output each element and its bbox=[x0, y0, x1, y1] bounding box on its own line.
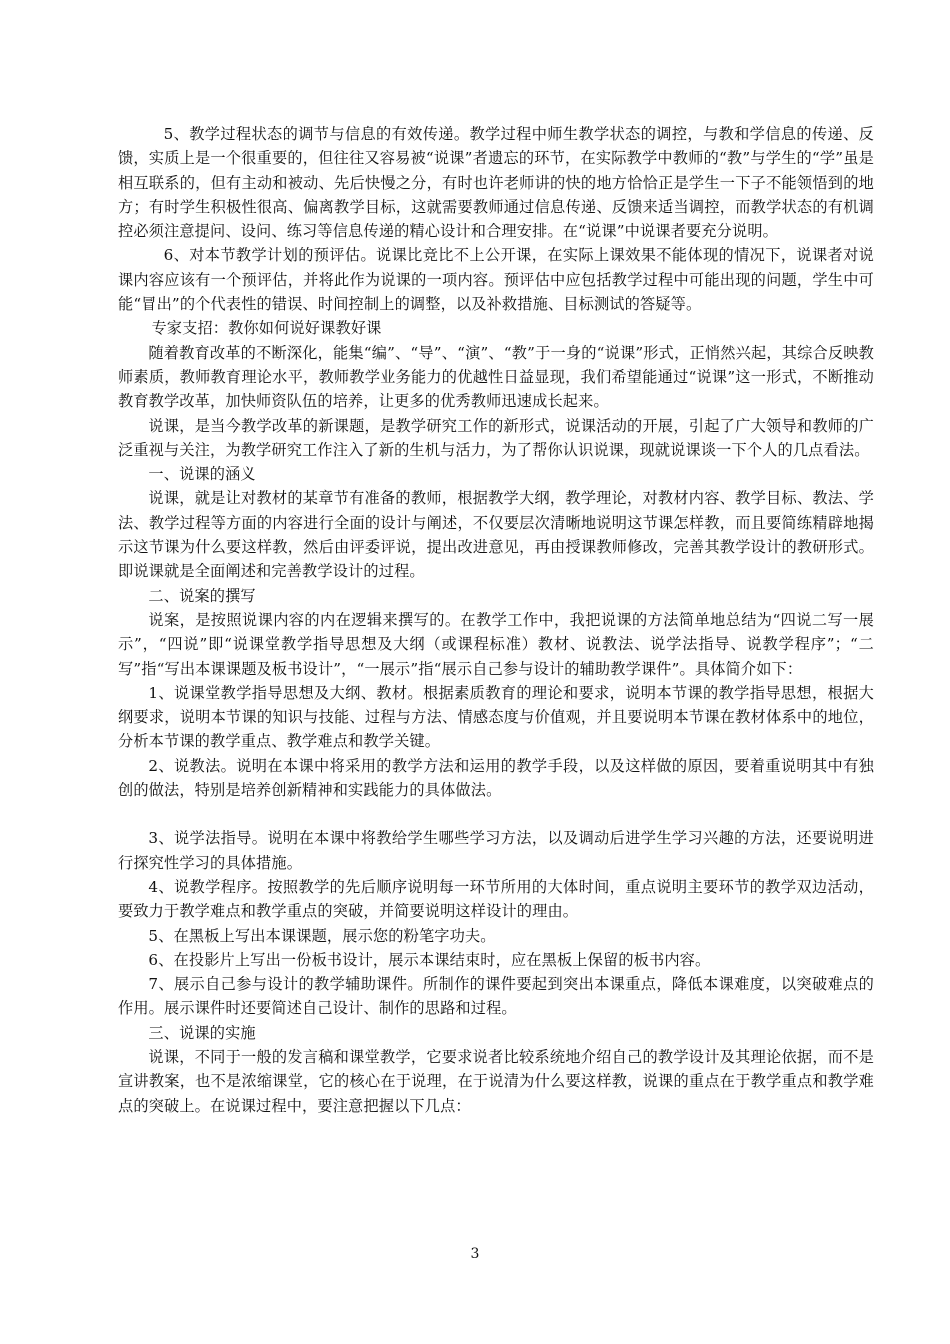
paragraph-implementation: 说课，不同于一般的发言稿和课堂教学，它要求说者比较系统地介绍自己的教学设计及其理论依据，而不是宣讲教案，也不是浓缩课堂，它的核心在于说理，在于说清为什么要这样教，说课的重点在于教学重点和教学难点的突破上。在说课过程中，要注意把握以下几点： bbox=[118, 1047, 874, 1115]
list-item-4: 4、说教学程序。按照教学的先后顺序说明每一环节所用的大体时间，重点说明主要环节的教学双边活动，要致力于教学难点和教学重点的突破，并简要说明这样设计的理由。 bbox=[118, 877, 874, 921]
blank-line bbox=[118, 802, 874, 826]
section-heading-writing: 二、说案的撰写 bbox=[148, 586, 256, 605]
page-number: 3 bbox=[470, 1246, 480, 1262]
paragraph-item-5: 5、教学过程状态的调节与信息的有效传递。教学过程中师生教学状态的调控，与教和学信息的传递、反馈，实质上是一个很重要的，但往往又容易被“说课”者遗忘的环节，在实际教学中教师的“教”与学生的“学”虽是相互联系的，但有主动和被动、先后快慢之分，有时也许老师讲的快的地方恰恰正是学生一下子不能领悟到的地方；有时学生积极性很高、偏离教学目标，这就需要教师通过信息传递、反馈来适当调控，而教学状态的有机调控必须注意提问、设问、练习等信息传递的精心设计和合理安排。在“说课”中说课者要充分说明。 bbox=[118, 125, 874, 241]
paragraph-shuoke-topic: 说课，是当今教学改革的新课题，是教学研究工作的新形式，说课活动的开展，引起了广大领导和教师的广泛重视与关注，为教学研究工作注入了新的生机与活力，为了帮你认识说课，现就说课谈一下个人的几点看法。 bbox=[118, 416, 874, 459]
list-item-7: 7、展示自己参与设计的教学辅助课件。所制作的课件要起到突出本课重点，降低本课难度，以突破难点的作用。展示课件时还要简述自己设计、制作的思路和过程。 bbox=[118, 975, 874, 1018]
section-heading-expert-tips: 专家支招：教你如何说好课教好课 bbox=[151, 319, 382, 338]
document-body bbox=[118, 122, 874, 1118]
paragraph-item-6: 6、对本节教学计划的预评估。说课比竞比不上公开课，在实际上课效果不能体现的情况下，说课者对说课内容应该有一个预评估，并将此作为说课的一项内容。预评估中应包括教学过程中可能出现的问题，学生中可能“冒出”的个代表性的错误、时间控制上的调整，以及补救措施、目标测试的答疑等。 bbox=[118, 246, 874, 314]
section-heading-meaning: 一、说课的涵义 bbox=[148, 465, 256, 484]
list-item-6: 6、在投影片上写出一份板书设计，展示本课结束时，应在黑板上保留的板书内容。 bbox=[148, 950, 711, 969]
list-item-2: 2、说教法。说明在本课中将采用的教学方法和运用的教学手段，以及这样做的原因，要着重说明其中有独创的做法，特别是培养创新精神和实践能力的具体做法。 bbox=[118, 756, 874, 800]
section-heading-implementation: 三、说课的实施 bbox=[148, 1023, 256, 1042]
paragraph-intro: 随着教育改革的不断深化，能集“编”、“导”、“演”、“教”于一身的“说课”形式，正悄然兴起，其综合反映教师素质，教师教育理论水平，教师教学业务能力的优越性日益显现，我们希望能通过“说课”这一形式，不断推动教育教学改革，加快师资队伍的培养，让更多的优秀教师迅速成长起来。 bbox=[118, 343, 874, 411]
paragraph-writing: 说案，是按照说课内容的内在逻辑来撰写的。在教学工作中，我把说课的方法简单地总结为“四说二写一展示”，“四说”即“说课堂教学指导思想及大纲（或课程标准）教材、说教法、说学法指导、说教学程序”；“二写”指“写出本课课题及板书设计”，“一展示”指“展示自己参与设计的辅助教学课件”。具体简介如下： bbox=[118, 610, 874, 678]
paragraph-meaning: 说课，就是让对教材的某章节有准备的教师，根据教学大纲，教学理论，对教材内容、教学目标、教法、学法、教学过程等方面的内容进行全面的设计与阐述，不仅要层次清晰地说明这节课怎样教，而且要简练精辟地揭示这节课为什么要这样教，然后由评委评说，提出改进意见，再由授课教师修改，完善其教学设计的教研形式。即说课就是全面阐述和完善教学设计的过程。 bbox=[118, 489, 874, 581]
list-item-1: 1、说课堂教学指导思想及大纲、教材。根据素质教育的理论和要求，说明本节课的教学指导思想，根据大纲要求，说明本节课的知识与技能、过程与方法、情感态度与价值观，并且要说明本节课在教材体系中的地位，分析本节课的教学重点、教学难点和教学关键。 bbox=[118, 683, 874, 751]
list-item-5: 5、在黑板上写出本课课题，展示您的粉笔字功夫。 bbox=[148, 926, 496, 945]
list-item-3: 3、说学法指导。说明在本课中将教给学生哪些学习方法，以及调动后进学生学习兴趣的方法，还要说明进行探究性学习的具体措施。 bbox=[118, 829, 874, 872]
